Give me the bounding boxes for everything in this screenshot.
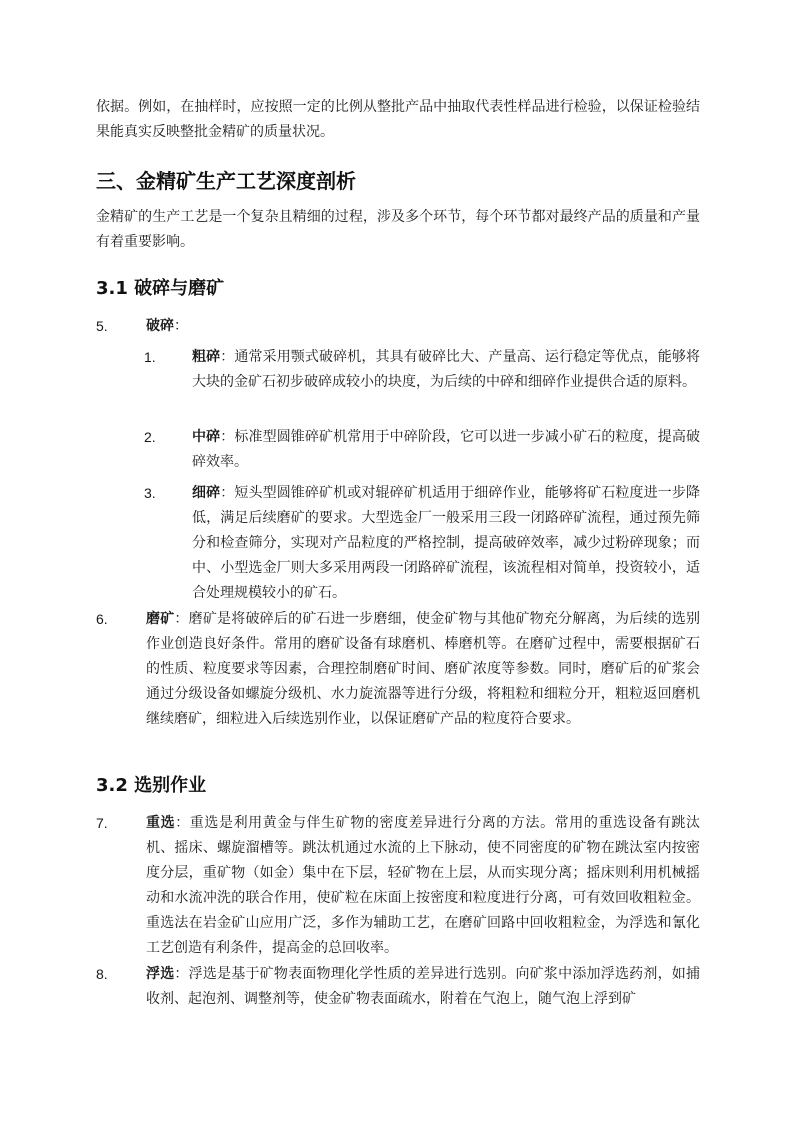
list-text: ：浮选是基于矿物表面物理化学性质的差异进行选别。向矿浆中添加浮选药剂，如捕收剂、起泡剂、调整剂等，使金矿物表面疏水，附着在气泡上，随气泡上浮到矿 (146, 966, 700, 1007)
list-term: 重选 (146, 815, 176, 831)
list-term: 磨矿 (146, 611, 175, 627)
list-number: 3. (144, 485, 156, 501)
list-text: ：重选是利用黄金与伴生矿物的密度差异进行分离的方法。常用的重选设备有跳汰机、摇床、螺旋溜槽等。跳汰机通过水流的上下脉动，使不同密度的矿物在跳汰室内按密度分层，重矿物（如金）集中在下层，轻矿物在上层，从而实现分离；摇床则利用机械摇动和水流冲洗的联合作用，使矿粒在床面上按密度和粒度进行分离，可有效回收粗粒金。重选法在岩金矿山应用广泛，多作为辅助工艺，在磨矿回路中回收粗粒金，为浮选和氰化工艺创造有利条件，提高金的总回收率。 (146, 815, 701, 956)
section-3-heading: 三、金精矿生产工艺深度剖析 (96, 169, 356, 193)
intro-paragraph: 依据。例如，在抽样时，应按照一定的比例从整批产品中抽取代表性样品进行检验，以保证检验结果能真实反映整批金精矿的质量状况。 (96, 99, 700, 140)
list-number: 7. (96, 815, 108, 831)
list-number: 6. (96, 611, 108, 627)
subsection-3-2-heading: 3.2 选别作业 (96, 775, 207, 796)
list-term: 浮选 (146, 966, 175, 982)
list-term: 细碎 (192, 485, 221, 501)
list-number: 1. (144, 349, 156, 365)
list-number: 2. (144, 429, 156, 445)
list-term: 粗碎 (192, 349, 221, 365)
list-text: ：通常采用颚式破碎机，其具有破碎比大、产量高、运行稳定等优点，能够将大块的金矿石初步破碎成较小的块度，为后续的中碎和细碎作业提供合适的原料。 (192, 349, 701, 390)
list-number: 8. (96, 966, 108, 982)
list-text: ：磨矿是将破碎后的矿石进一步磨细，使金矿物与其他矿物充分解离，为后续的选别作业创造良好条件。常用的磨矿设备有球磨机、棒磨机等。在磨矿过程中，需要根据矿石的性质、粒度要求等因素，合理控制磨矿时间、磨矿浓度等参数。同时，磨矿后的矿浆会通过分级设备如螺旋分级机、水力旋流器等进行分级，将粗粒和细粒分开，粗粒返回磨机继续磨矿，细粒进入后续选别作业，以保证磨矿产品的粒度符合要求。 (146, 611, 700, 727)
section-3-intro: 金精矿的生产工艺是一个复杂且精细的过程，涉及多个环节，每个环节都对最终产品的质量和产量有着重要影响。 (96, 209, 700, 250)
list-text: ： (174, 318, 188, 334)
list-number: 5. (96, 318, 108, 334)
subsection-3-1-heading: 3.1 破碎与磨矿 (96, 278, 225, 299)
list-text: ：标准型圆锥碎矿机常用于中碎阶段，它可以进一步减小矿石的粒度，提高破碎效率。 (192, 429, 701, 470)
list-term: 中碎 (192, 429, 221, 445)
list-term: 破碎 (146, 318, 174, 334)
list-text: ：短头型圆锥碎矿机或对辊碎矿机适用于细碎作业，能够将矿石粒度进一步降低，满足后续磨矿的要求。大型选金厂一般采用三段一闭路碎矿流程，通过预先筛分和检查筛分，实现对产品粒度的严格控制，提高破碎效率，减少过粉碎现象；而中、小型选金厂则大多采用两段一闭路碎矿流程，该流程相对简单，投资较小，适合处理规模较小的矿石。 (192, 485, 701, 601)
